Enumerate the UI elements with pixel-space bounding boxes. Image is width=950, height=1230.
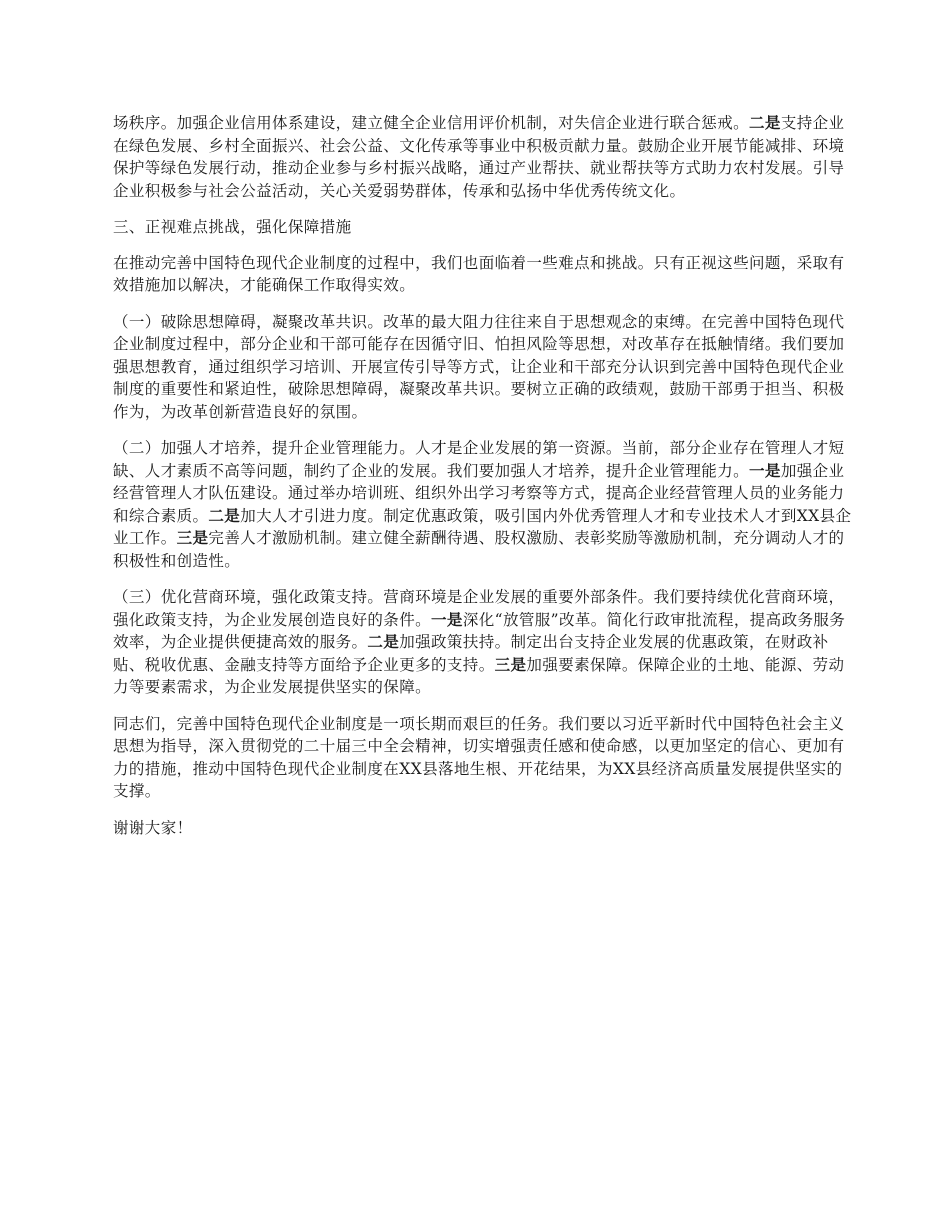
paragraph-conclusion: 同志们，完善中国特色现代企业制度是一项长期而艰巨的任务。我们要以习近平新时代中国特色社会主义思想为指导，深入贯彻党的二十届三中全会精神，切实增强责任感和使命感，以更加坚定的信心、更加有力的措施，推动中国特色现代企业制度在XX县落地生根、开花结果，为XX县经济高质量发展提供坚实的支撑。 (113, 714, 845, 800)
text-segment: 加强企业经营管理人才队伍建设。通过举办培训班、组织外出学习考察等方式，提高企业经营管理人员的业务能力和综合素质。 (113, 461, 845, 525)
text-segment: 支持企业在绿色发展、乡村全面振兴、社会公益、文化传承等事业中积极贡献力量。鼓励企业开展节能减排、环境保护等绿色发展行动，推动企业参与乡村振兴战略，通过产业帮扶、就业帮扶等方式助力农村发展。引导企业积极参与社会公益活动，关心关爱弱势群体，传承和弘扬中华优秀传统文化。 (113, 114, 845, 200)
text-segment: 加大人才引进力度。制定优惠政策，吸引国内外优秀管理人才和专业技术人才到XX县企业工作。 (113, 506, 852, 547)
text-segment: 场秩序。加强企业信用体系建设，建立健全企业信用评价机制，对失信企业进行联合惩戒。 (113, 114, 750, 132)
document-page (113, 112, 853, 853)
text-segment: （二）加强人才培养，提升企业管理能力。人才是企业发展的第一资源。当前，部分企业存在管理人才短缺、人才素质不高等问题，制约了企业的发展。我们要加强人才培养，提升企业管理能力。 (113, 439, 845, 480)
text-segment: （三）优化营商环境，强化政策支持。营商环境是企业发展的重要外部条件。我们要持续优化营商环境，强化政策支持，为企业发展创造良好的条件。 (113, 588, 845, 629)
text-segment: 加强要素保障。保障企业的土地、能源、劳动力等要素需求，为企业发展提供坚实的保障。 (113, 655, 845, 696)
paragraph-break-thought-barriers: （一）破除思想障碍，凝聚改革共识。改革的最大阻力往往来自于思想观念的束缚。在完善中国特色现代企业制度过程中，部分企业和干部可能存在因循守旧、怕担风险等思想，对改革存在抵触情绪。我们要加强思想教育，通过组织学习培训、开展宣传引导等方式，让企业和干部充分认识到完善中国特色现代企业制度的重要性和紧迫性，破除思想障碍，凝聚改革共识。要树立正确的政绩观，鼓励干部勇于担当、积极作为，为改革创新营造良好的氛围。 (113, 312, 845, 421)
text-segment: 加强政策扶持。制定出台支持企业发展的优惠政策，在财政补贴、税收优惠、金融支持等方面给予企业更多的支持。 (113, 633, 829, 674)
text-segment: 完善人才激励机制。建立健全薪酬待遇、股权激励、表彰奖励等激励机制，充分调动人才的积极性和创造性。 (113, 529, 845, 570)
section-heading-3: 三、正视难点挑战，强化保障措施 (113, 218, 352, 236)
bold-marker-first: 一是 (749, 460, 781, 480)
paragraph-challenges-intro: 在推动完善中国特色现代企业制度的过程中，我们也面临着一些难点和挑战。只有正视这些问题，采取有效措施加以解决，才能确保工作取得实效。 (113, 253, 845, 294)
paragraph-talent-cultivation (113, 437, 853, 572)
bold-marker-first: 一是 (431, 609, 463, 629)
bold-marker-second: 二是 (208, 505, 241, 525)
bold-marker-third: 三是 (176, 528, 209, 547)
paragraph-business-environment (113, 586, 853, 699)
bold-marker-second: 二是 (367, 632, 400, 651)
closing-thanks: 谢谢大家！ (113, 818, 193, 837)
paragraph-support-enterprises (113, 112, 853, 202)
text-segment: 深化“放管服”改革。简化行政审批流程，提高政务服务效率，为企业提供便捷高效的服务。 (113, 610, 846, 651)
bold-marker-third: 三是 (494, 654, 527, 674)
bold-marker-second: 二是 (749, 113, 781, 132)
